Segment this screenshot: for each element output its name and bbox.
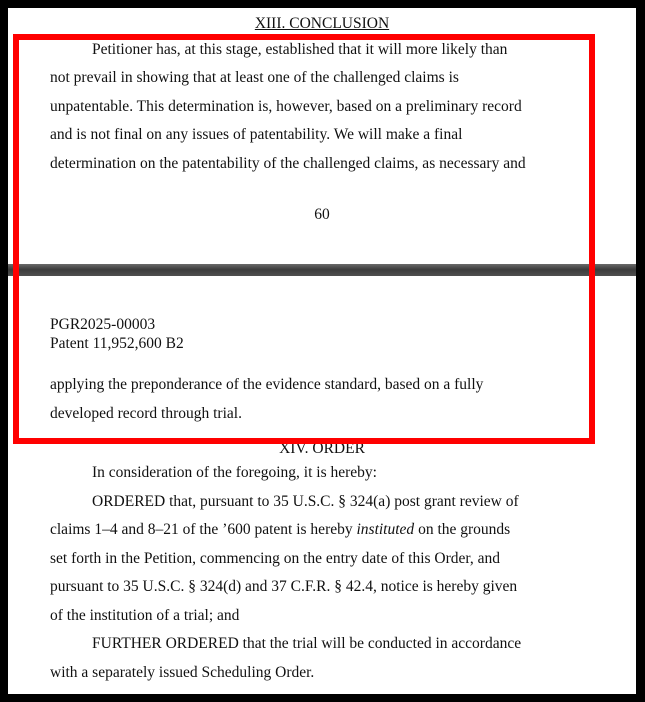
- order-line: claims 1–4 and 8–21 of the ’600 patent is hereby instituted on the grounds: [50, 521, 511, 538]
- patent-number: Patent 11,952,600 B2: [50, 335, 184, 352]
- order-line: pursuant to 35 U.S.C. § 324(d) and 37 C.F.R. § 42.4, notice is hereby given: [50, 578, 518, 595]
- conclusion-heading: XIII. CONCLUSION: [254, 15, 390, 32]
- order-line: FURTHER ORDERED that the trial will be conducted in accordance: [92, 635, 522, 652]
- page-separator: [8, 264, 636, 276]
- page-number: 60: [314, 206, 330, 223]
- order-line: ORDERED that, pursuant to 35 U.S.C. § 324(a) post grant review of: [92, 493, 519, 510]
- paragraph-line: not prevail in showing that at least one of the challenged claims is: [50, 69, 459, 86]
- instituted-emphasis: instituted: [356, 521, 415, 538]
- paragraph-line: and is not final on any issues of patentability. We will make a final: [50, 126, 463, 143]
- paragraph-line: Petitioner has, at this stage, established that it will more likely than: [92, 41, 508, 58]
- paragraph-line: applying the preponderance of the evidence standard, based on a fully: [50, 376, 484, 393]
- document-page-61: [8, 276, 636, 694]
- paragraph-line: unpatentable. This determination is, however, based on a preliminary record: [50, 98, 522, 115]
- case-number: PGR2025-00003: [50, 316, 156, 333]
- order-heading: XIV. ORDER: [279, 440, 365, 457]
- paragraph-line: developed record through trial.: [50, 405, 242, 422]
- order-line: with a separately issued Scheduling Order.: [50, 664, 315, 681]
- order-line: In consideration of the foregoing, it is hereby:: [92, 464, 377, 481]
- paragraph-line: determination on the patentability of the challenged claims, as necessary and: [50, 155, 526, 172]
- order-line: of the institution of a trial; and: [50, 607, 240, 624]
- document-page-60: [8, 8, 636, 264]
- order-line: set forth in the Petition, commencing on the entry date of this Order, and: [50, 550, 501, 567]
